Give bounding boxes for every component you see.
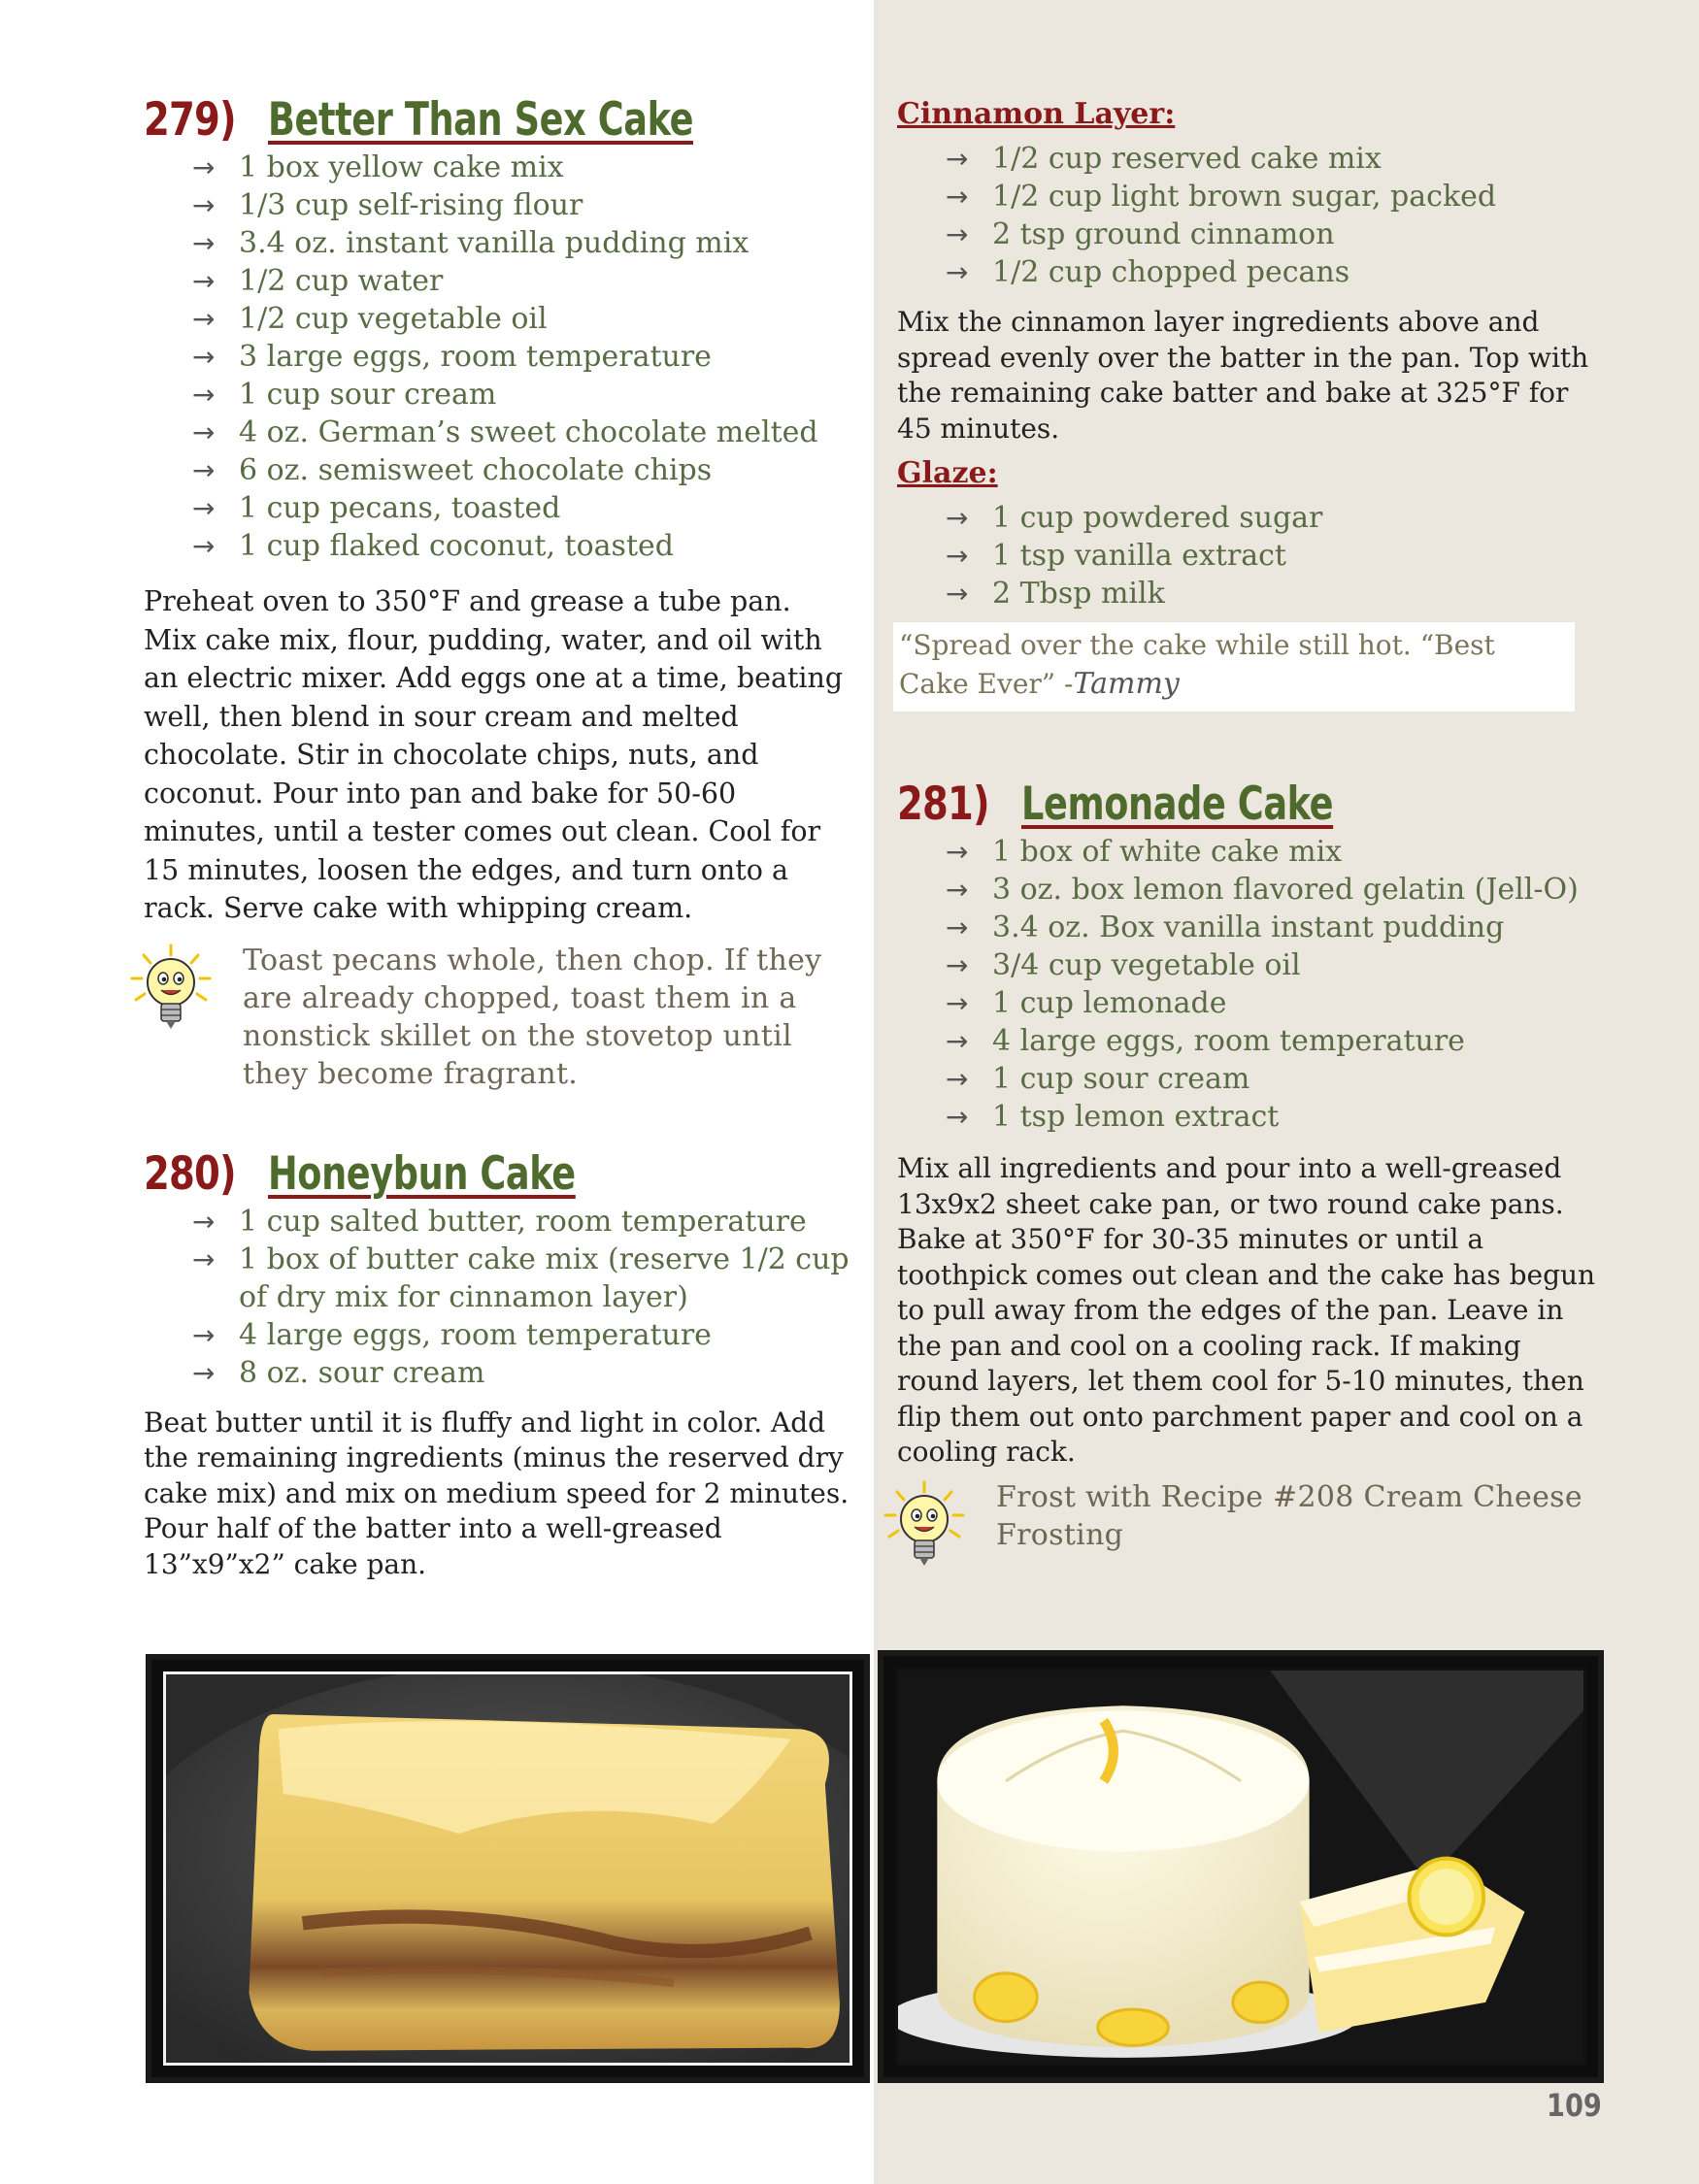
ingredient-text: 1/2 cup reserved cake mix	[992, 142, 1382, 176]
ingredient-text: 1 cup sour cream	[239, 378, 497, 412]
ingredient-item	[192, 300, 852, 338]
arrow-icon: →	[192, 1318, 216, 1351]
recipe-name: Better Than Sex Cake	[267, 93, 693, 147]
ingredient-item	[946, 575, 1596, 612]
ingredient-text: 1 box of white cake mix	[992, 835, 1343, 869]
ingredient-text: 4 large eggs, room temperature	[239, 1317, 712, 1352]
ingredient-list	[144, 149, 852, 565]
photo-inner-border	[895, 1668, 1586, 2066]
ingredient-text: 3.4 oz. instant vanilla pudding mix	[239, 226, 750, 260]
arrow-icon: →	[946, 578, 969, 610]
ingredient-text: 3 large eggs, room temperature	[239, 340, 712, 374]
ingredient-item	[192, 224, 852, 262]
ingredient-text: 1 cup powdered sugar	[992, 501, 1323, 535]
glaze-ingredient-list	[897, 499, 1596, 612]
ingredient-item	[946, 253, 1596, 291]
arrow-icon: →	[192, 1356, 216, 1389]
recipe-title	[144, 1146, 852, 1201]
arrow-icon: →	[192, 379, 216, 411]
arrow-icon: →	[192, 303, 216, 335]
ingredient-text: 1 box yellow cake mix	[239, 150, 564, 184]
recipe-name: Lemonade Cake	[1020, 778, 1333, 831]
ingredient-text: 4 oz. German’s sweet chocolate melted	[239, 415, 818, 449]
honeybun-cake-photo	[146, 1654, 870, 2083]
recipe-method: Preheat oven to 350°F and grease a tube pan. Mix cake mix, flour, pudding, water, and oil with an electric mixer. Add eggs one at a time, beating well, then blend in sour cream and melted chocolate. Stir in chocolate chips, nuts, and coconut. Pour into pan and bake for 50-60 minutes, until a tester comes out clean. Cool for 15 minutes, loosen the edges, and turn onto a rack. Serve cake with whipping cream.	[144, 585, 844, 924]
ingredient-text: 1 box of butter cake mix (reserve 1/2 cup of dry mix for cinnamon layer)	[239, 1241, 850, 1314]
ingredient-text: 1/3 cup self-rising flour	[239, 188, 583, 222]
ingredient-text: 1 cup sour cream	[992, 1062, 1250, 1096]
arrow-icon: →	[192, 530, 216, 562]
cinnamon-layer-heading: Cinnamon Layer:	[897, 97, 1176, 131]
arrow-icon: →	[192, 227, 216, 259]
tip-text: Frost with Recipe #208 Cream Cheese Frosting	[996, 1479, 1582, 1552]
ingredient-item	[192, 451, 852, 489]
recipe-method: Beat butter until it is fluffy and light in color. Add the remaining ingredients (minus the reserved dry cake mix) and mix on medium speed for 2 minutes. Pour half of the batter into a well-greased 13”x9”x2” cake pan.	[144, 1406, 850, 1580]
ingredient-item	[946, 1022, 1596, 1060]
arrow-icon: →	[192, 416, 216, 448]
ingredient-item	[946, 499, 1596, 537]
recipe-279	[144, 93, 852, 1093]
arrow-icon: →	[946, 987, 969, 1019]
arrow-icon: →	[192, 265, 216, 297]
ingredient-item	[192, 262, 852, 300]
ingredient-text: 1 cup flaked coconut, toasted	[239, 529, 674, 563]
ingredient-text: 1/2 cup vegetable oil	[239, 302, 548, 336]
signature: Tammy	[1073, 667, 1180, 701]
arrow-icon: →	[946, 1101, 969, 1133]
ingredient-item	[192, 489, 852, 527]
arrow-icon: →	[946, 1063, 969, 1095]
right-column	[897, 97, 1596, 1554]
recipe-280	[144, 1146, 852, 1583]
arrow-icon: →	[946, 256, 969, 288]
ingredient-item	[192, 414, 852, 451]
ingredient-item	[946, 1060, 1596, 1098]
ingredient-text: 8 oz. sour cream	[239, 1355, 485, 1390]
ingredient-text: 3.4 oz. Box vanilla instant pudding	[992, 910, 1505, 944]
recipe-name: Honeybun Cake	[267, 1146, 576, 1201]
ingredient-item	[946, 215, 1596, 253]
arrow-icon: →	[946, 181, 969, 213]
recipe-281	[897, 778, 1596, 1554]
ingredient-text: 1/2 cup chopped pecans	[992, 255, 1350, 289]
recipe-title	[897, 778, 1596, 831]
arrow-icon: →	[192, 341, 216, 373]
arrow-icon: →	[946, 911, 969, 943]
ingredient-item	[192, 1354, 852, 1392]
cinnamon-ingredient-list	[897, 140, 1596, 291]
tip-text: Toast pecans whole, then chop. If they are already chopped, toast them in a nonstick skillet on the stovetop until they become fragrant.	[243, 943, 822, 1091]
arrow-icon: →	[946, 949, 969, 981]
ingredient-item	[946, 140, 1596, 178]
quote-text: “Spread over the cake while still hot. “Best Cake Ever” -	[899, 629, 1495, 700]
arrow-icon: →	[946, 1025, 969, 1057]
recipe-number: 281)	[897, 778, 989, 831]
ingredient-item	[192, 1241, 852, 1316]
lightbulb-icon	[880, 1478, 969, 1575]
ingredient-item	[946, 871, 1596, 909]
ingredient-item	[192, 149, 852, 186]
ingredient-text: 6 oz. semisweet chocolate chips	[239, 453, 713, 487]
arrow-icon: →	[192, 1205, 216, 1238]
lemonade-cake-image	[898, 1671, 1583, 2063]
ingredient-item	[946, 984, 1596, 1022]
ingredient-text: 3 oz. box lemon flavored gelatin (Jell-O)	[992, 873, 1579, 907]
arrow-icon: →	[946, 874, 969, 906]
ingredient-item	[192, 186, 852, 224]
cinnamon-method: Mix the cinnamon layer ingredients above and spread evenly over the batter in the pan. Top with the remaining cake batter and bake at 325°F for 45 minutes.	[897, 306, 1589, 445]
ingredient-item	[192, 338, 852, 376]
ingredient-text: 1 cup salted butter, room temperature	[239, 1204, 807, 1239]
glaze-heading: Glaze:	[897, 456, 998, 490]
ingredient-text: 1 cup lemonade	[992, 986, 1227, 1020]
honeybun-cake-image	[166, 1674, 850, 2063]
arrow-icon: →	[946, 143, 969, 175]
ingredient-text: 1/2 cup water	[239, 264, 444, 298]
ingredient-item	[946, 909, 1596, 946]
ingredient-list	[144, 1203, 852, 1392]
page-number: 109	[1547, 2087, 1602, 2124]
arrow-icon: →	[946, 218, 969, 250]
ingredient-item	[946, 833, 1596, 871]
ingredient-list	[897, 833, 1596, 1136]
recipe-number: 279)	[144, 93, 236, 147]
ingredient-item	[946, 178, 1596, 215]
lightbulb-icon	[126, 942, 216, 1039]
ingredient-text: 1 tsp vanilla extract	[992, 539, 1286, 573]
arrow-icon: →	[192, 492, 216, 524]
ingredient-item	[946, 537, 1596, 575]
arrow-icon: →	[192, 151, 216, 183]
ingredient-item	[192, 527, 852, 565]
arrow-icon: →	[192, 454, 216, 486]
tip-callout	[144, 942, 852, 1093]
recipe-number: 280)	[144, 1146, 236, 1201]
ingredient-item	[192, 1203, 852, 1241]
ingredient-text: 1 tsp lemon extract	[992, 1100, 1280, 1134]
ingredient-text: 1/2 cup light brown sugar, packed	[992, 180, 1497, 214]
ingredient-text: 2 Tbsp milk	[992, 577, 1165, 611]
ingredient-text: 1 cup pecans, toasted	[239, 491, 561, 525]
arrow-icon: →	[192, 189, 216, 221]
ingredient-text: 3/4 cup vegetable oil	[992, 948, 1301, 982]
recipe-title	[144, 93, 852, 147]
ingredient-item	[946, 946, 1596, 984]
quote-box	[893, 622, 1575, 711]
lemonade-cake-photo	[878, 1650, 1604, 2083]
arrow-icon: →	[946, 836, 969, 868]
arrow-icon: →	[192, 1242, 216, 1275]
ingredient-text: 2 tsp ground cinnamon	[992, 217, 1335, 251]
ingredient-text: 4 large eggs, room temperature	[992, 1024, 1465, 1058]
arrow-icon: →	[946, 502, 969, 534]
arrow-icon: →	[946, 540, 969, 572]
left-column	[144, 93, 852, 1582]
ingredient-item	[946, 1098, 1596, 1136]
recipe-method: Mix all ingredients and pour into a well-greased 13x9x2 sheet cake pan, or two round cake pans. Bake at 350°F for 30-35 minutes or until a toothpick comes out clean and the cake has begun to pull away from the edges of the pan. Leave in the pan and cool on a cooling rack. If making round layers, let them cool for 5-10 minutes, then flip them out onto parchment paper and cool on a cooling rack.	[897, 1152, 1596, 1468]
ingredient-item	[192, 1316, 852, 1354]
photo-inner-border	[163, 1671, 852, 2066]
ingredient-item	[192, 376, 852, 414]
tip-callout	[897, 1478, 1596, 1554]
